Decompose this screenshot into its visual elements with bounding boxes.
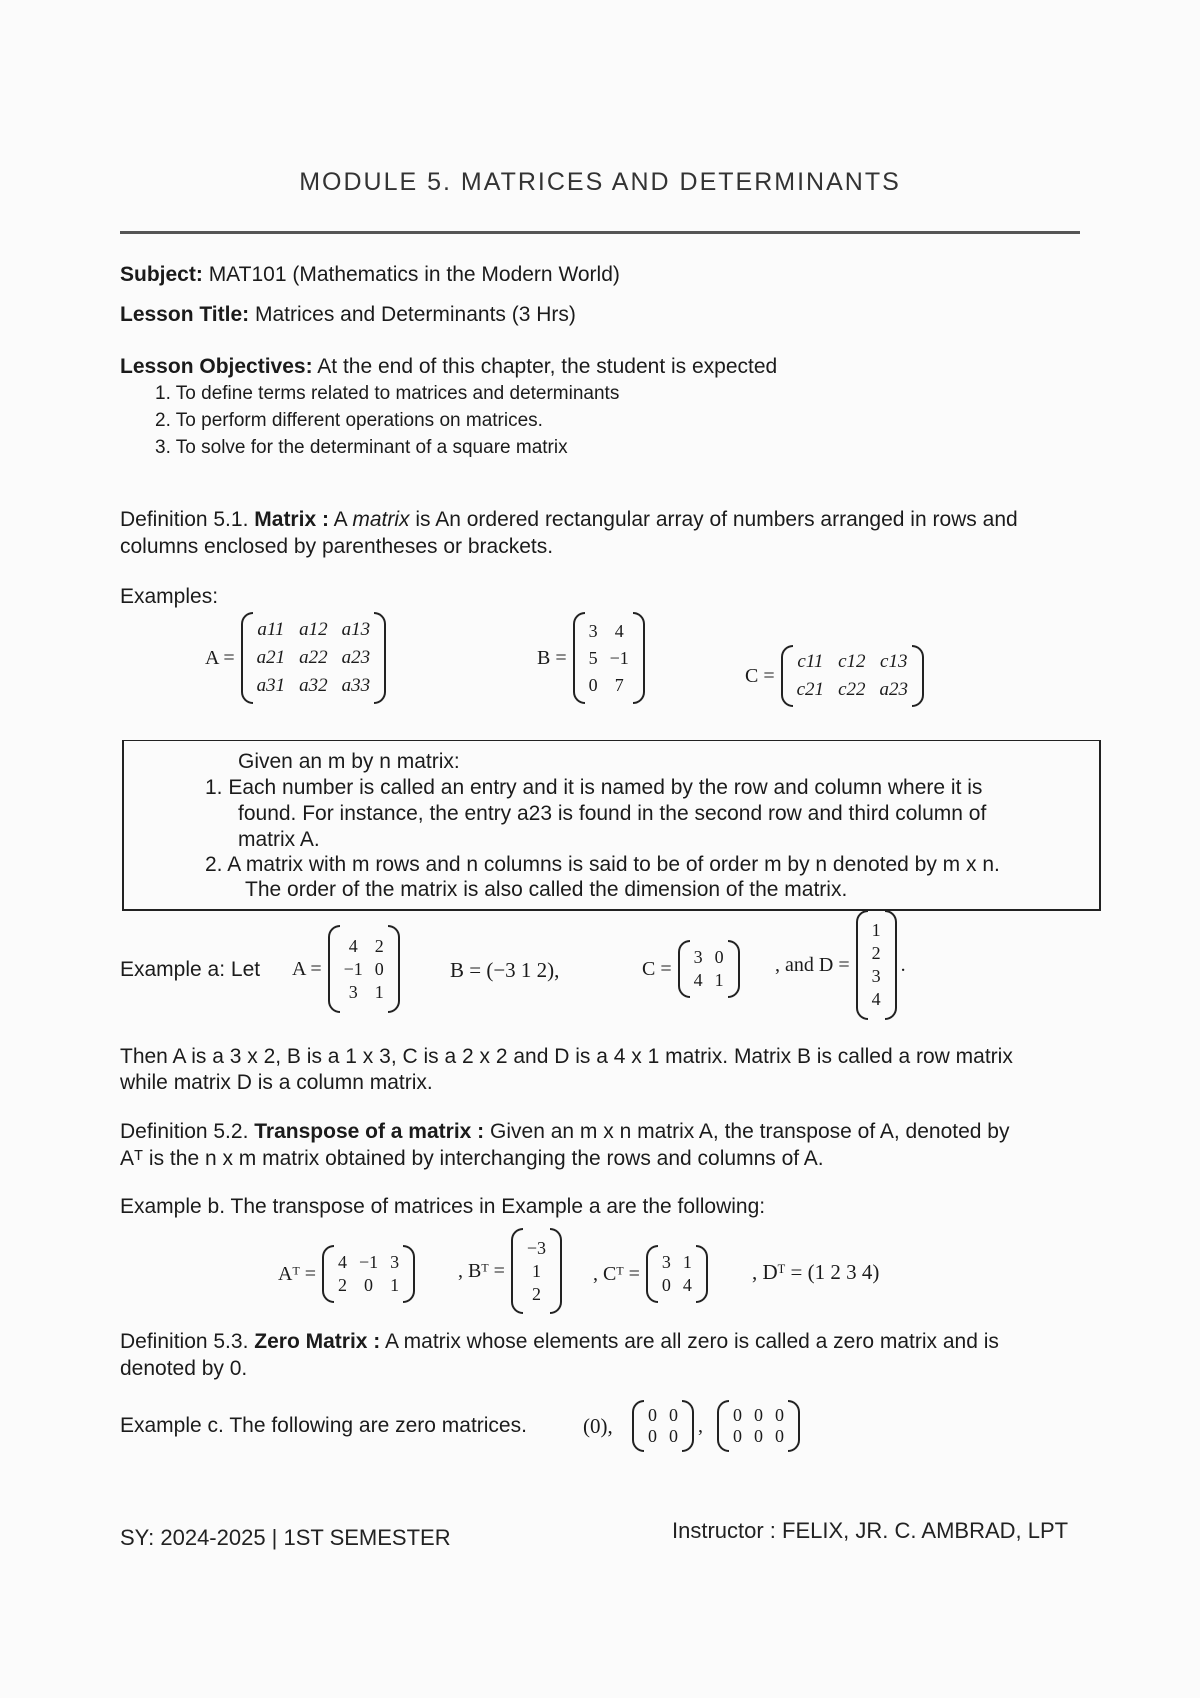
matrix-entry: 7 [614, 674, 624, 695]
matrix-entry: c21 [796, 679, 825, 700]
matrix-entries [523, 1238, 550, 1305]
definition-word: matrix [352, 508, 410, 531]
box-item: The order of the matrix is also called the dimension of the matrix. [245, 878, 848, 901]
example-a-matrix-c [642, 940, 740, 998]
matrix-entry: −1 [343, 958, 363, 979]
subject-label: Subject: [120, 263, 203, 286]
definition-number: Definition 5.2. [120, 1120, 249, 1143]
matrix-entry: 5 [588, 647, 598, 668]
subject-line [120, 263, 620, 287]
matrix-name: Aᵀ = [278, 1262, 316, 1285]
matrix-entry: 1 [390, 1275, 400, 1295]
matrix-a [205, 612, 386, 704]
left-paren [717, 1400, 729, 1452]
example-a-matrix-a [292, 925, 400, 1013]
period: . [900, 953, 906, 976]
matrix-c [745, 645, 924, 707]
example-b-dt: , Dᵀ = (1 2 3 4) [752, 1260, 880, 1284]
box-item: 1. Each number is called an entry and it is named by the row and column where it is [205, 776, 983, 799]
module-title: MODULE 5. MATRICES AND DETERMINANTS [299, 168, 901, 196]
matrix-entry: 1 [374, 981, 384, 1002]
matrix-entry: 3 [661, 1252, 671, 1272]
matrix-entry: 3 [348, 981, 358, 1002]
matrix-entry: a13 [341, 619, 371, 640]
lesson-title-value: Matrices and Determinants (3 Hrs) [254, 303, 576, 326]
matrix-name: A = [292, 957, 322, 980]
left-paren [781, 645, 793, 707]
matrix-name: C = [642, 957, 672, 980]
right-paren [696, 1245, 708, 1303]
definition-number: Definition 5.3. [120, 1330, 249, 1353]
subject-value: MAT101 (Mathematics in the Modern World) [208, 263, 620, 286]
example-b-label: Example b. The transpose of matrices in Example a are the following: [120, 1195, 766, 1218]
left-paren [646, 1245, 658, 1303]
right-paren [682, 1400, 694, 1452]
matrix-name: , and D = [775, 953, 850, 976]
matrix-entry: 3 [871, 966, 881, 986]
matrix-name: , Cᵀ = [593, 1262, 640, 1285]
matrix-entries [340, 936, 388, 1003]
left-paren [511, 1228, 523, 1314]
matrix-entry: 0 [364, 1275, 374, 1295]
matrix-entry: −1 [358, 1252, 379, 1272]
matrix-entry: c13 [880, 651, 908, 672]
matrix-entry: 4 [693, 970, 703, 990]
matrix-entry: a21 [256, 647, 286, 668]
matrix-name: A = [205, 646, 235, 669]
objective-item: 1. To define terms related to matrices and determinants [155, 383, 620, 404]
matrix-entry: 1 [871, 920, 881, 940]
zero-matrix-2x2 [632, 1400, 707, 1452]
matrix-entry: a23 [341, 647, 371, 668]
definition-5-3 [120, 1330, 999, 1354]
objective-item: 3. To solve for the determinant of a square matrix [155, 437, 568, 458]
matrix-entries [334, 1252, 403, 1296]
left-paren [328, 925, 340, 1013]
matrix-entry: a11 [257, 619, 285, 640]
definition-term: Transpose of a matrix : [254, 1120, 485, 1143]
matrix-entry: 0 [714, 947, 724, 967]
matrix-entry: 4 [682, 1275, 692, 1295]
left-paren [632, 1400, 644, 1452]
right-paren [388, 925, 400, 1013]
definition-term: Zero Matrix : [254, 1330, 381, 1353]
definition-pre: A [333, 508, 347, 531]
right-paren [885, 910, 897, 1020]
matrix-entry: 2 [374, 935, 384, 956]
matrix-entries [585, 621, 633, 696]
header-rule [120, 231, 1080, 234]
matrix-entry: a12 [299, 619, 328, 640]
matrix-entry: 3 [693, 947, 703, 967]
matrix-entries [729, 1405, 788, 1447]
right-paren [550, 1228, 562, 1314]
matrix-entries [644, 1405, 682, 1447]
example-b-matrix-at [278, 1245, 415, 1303]
matrix-entry: 3 [588, 620, 598, 641]
objectives-intro: At the end of this chapter, the student is expected [317, 355, 778, 378]
left-paren [678, 940, 690, 998]
matrix-entry: 0 [648, 1426, 657, 1446]
example-a-matrix-d [775, 910, 910, 1020]
matrix-entry: 0 [669, 1426, 678, 1446]
matrix-entries [253, 619, 375, 697]
matrix-entry: 0 [374, 958, 384, 979]
matrix-entry: 0 [754, 1405, 763, 1425]
matrix-entry: c22 [838, 679, 866, 700]
definition-text: columns enclosed by parentheses or brackets. [120, 535, 554, 558]
objectives-label: Lesson Objectives: [120, 355, 313, 378]
matrix-entry: a23 [879, 679, 908, 700]
right-paren [788, 1400, 800, 1452]
footer-school-year: SY: 2024-2025 | 1ST SEMESTER [120, 1525, 451, 1550]
example-c-label: Example c. The following are zero matrices. [120, 1414, 527, 1437]
matrix-entry: 4 [337, 1252, 347, 1272]
definition-5-1 [120, 508, 1018, 532]
example-a-label: Example a: Let [120, 958, 261, 981]
definition-5-2 [120, 1120, 1009, 1144]
matrix-entry: a31 [256, 675, 286, 696]
matrix-entry: a33 [341, 675, 371, 696]
right-paren [403, 1245, 415, 1303]
definition-text: Aᵀ is the n x m matrix obtained by interchanging the rows and columns of A. [120, 1147, 824, 1170]
objectives-line [120, 355, 777, 379]
definition-text: A matrix whose elements are all zero is called a zero matrix and is [384, 1330, 999, 1353]
matrix-name: , Bᵀ = [458, 1259, 505, 1282]
matrix-entries [690, 947, 728, 991]
matrix-entry: 0 [733, 1426, 742, 1446]
matrix-entry: 0 [669, 1405, 678, 1425]
right-paren [912, 645, 924, 707]
example-b-matrix-ct [593, 1245, 708, 1303]
box-item: 2. A matrix with m rows and n columns is said to be of order m by n denoted by m x n. [205, 853, 1000, 876]
lesson-title-line [120, 303, 576, 327]
objective-item: 2. To perform different operations on matrices. [155, 410, 543, 431]
matrix-entry: 0 [661, 1275, 671, 1295]
matrix-entry: 4 [614, 620, 624, 641]
zero-matrix-1x1: (0), [583, 1414, 613, 1438]
definition-number: Definition 5.1. [120, 508, 249, 531]
definition-term: Matrix : [254, 508, 329, 531]
matrix-entry: 1 [714, 970, 724, 990]
then-text: while matrix D is a column matrix. [120, 1071, 433, 1094]
matrix-b [537, 612, 645, 704]
box-item: matrix A. [238, 828, 320, 851]
matrix-entry: 4 [871, 989, 881, 1009]
matrix-entry: 0 [648, 1405, 657, 1425]
matrix-entry: 2 [531, 1283, 541, 1304]
left-paren [241, 612, 253, 704]
matrix-entry: c12 [838, 651, 866, 672]
matrix-entry: 0 [588, 674, 598, 695]
matrix-entry: c11 [797, 651, 824, 672]
example-a-b: B = (−3 1 2), [450, 958, 560, 982]
matrix-entry: 2 [337, 1275, 347, 1295]
right-paren [728, 940, 740, 998]
matrix-entry: a32 [299, 675, 328, 696]
matrix-entries [793, 651, 912, 701]
matrix-name: B = [537, 646, 567, 669]
matrix-entry: a22 [299, 647, 328, 668]
matrix-entry: −1 [609, 647, 629, 668]
matrix-entry: −3 [526, 1237, 547, 1258]
examples-label: Examples: [120, 585, 219, 608]
matrix-name: C = [745, 664, 775, 687]
zero-matrix-2x3 [717, 1400, 800, 1452]
footer-instructor: Instructor : FELIX, JR. C. AMBRAD, LPT [672, 1518, 1069, 1543]
left-paren [573, 612, 585, 704]
left-paren [856, 910, 868, 1020]
box-intro: Given an m by n matrix: [238, 750, 460, 773]
lesson-title-label: Lesson Title: [120, 303, 250, 326]
matrix-entry: 3 [390, 1252, 400, 1272]
definition-text: denoted by 0. [120, 1357, 248, 1380]
matrix-entry: 1 [682, 1252, 692, 1272]
matrix-entries [658, 1252, 696, 1296]
matrix-entry: 0 [775, 1426, 784, 1446]
box-item: found. For instance, the entry a23 is found in the second row and third column of [238, 802, 987, 825]
matrix-entry: 4 [348, 935, 358, 956]
matrix-entries [868, 920, 885, 1010]
right-paren [633, 612, 645, 704]
definition-text: is An ordered rectangular array of numbers arranged in rows and [415, 508, 1018, 531]
matrix-entry: 0 [733, 1405, 742, 1425]
definition-text: Given an m x n matrix A, the transpose of A, denoted by [490, 1120, 1010, 1143]
matrix-entry: 0 [775, 1405, 784, 1425]
right-paren [374, 612, 386, 704]
matrix-entry: 1 [531, 1260, 541, 1281]
then-text: Then A is a 3 x 2, B is a 1 x 3, C is a 2 x 2 and D is a 4 x 1 matrix. Matrix B is called a row matrix [120, 1045, 1013, 1068]
left-paren [322, 1245, 334, 1303]
comma: , [698, 1414, 703, 1437]
matrix-entry: 0 [754, 1426, 763, 1446]
matrix-entry: 2 [871, 943, 881, 963]
example-b-matrix-bt [458, 1228, 562, 1314]
